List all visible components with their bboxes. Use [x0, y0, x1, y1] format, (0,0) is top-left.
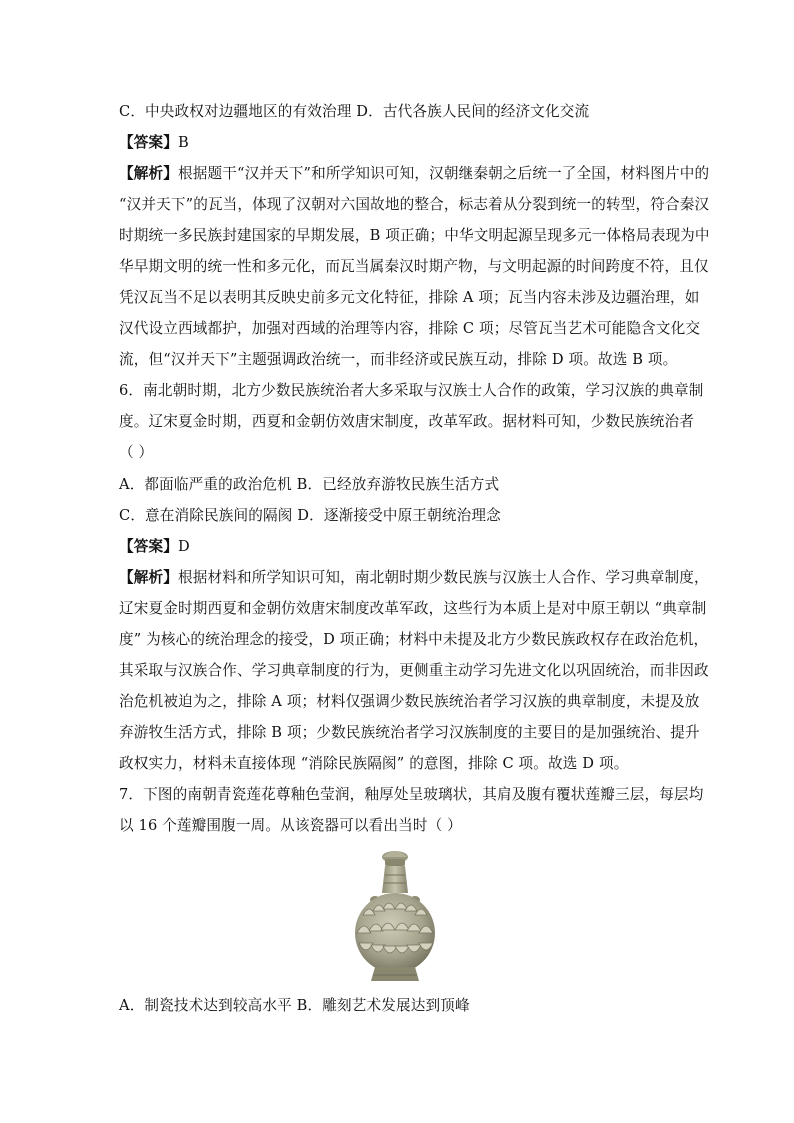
q6-analysis-line: 其采取与汉族合作、学习典章制度的行为，更侧重主动学习先进文化以巩固统治，而非因政: [119, 662, 709, 679]
q5-analysis-line: 流，但“汉并天下”主题强调政治统一，而非经济或民族互动，排除 D 项。故选 B 项。: [119, 351, 678, 368]
q7-stem-line: 以 16 个莲瓣围腹一周。从该瓷器可以看出当时（ ）: [119, 817, 462, 834]
q6-options-ab: A．都面临严重的政治危机 B．已经放弃游牧民族生活方式: [119, 476, 500, 493]
q5-analysis-line: 凭汉瓦当不足以表明其反映史前多元文化特征，排除 A 项；瓦当内容未涉及边疆治理，如: [119, 289, 700, 306]
answer-value: D: [177, 538, 190, 555]
q5-analysis-line: 汉代设立西域都护，加强对西域的治理等内容，排除 C 项；尽管瓦当艺术可能隐含文化交: [119, 320, 701, 337]
q5-analysis-line: 时期统一多民族封建国家的早期发展，B 项正确；中华文明起源呈现多元一体格局表现为中: [119, 227, 710, 244]
q6-options-cd: C．意在消除民族间的隔阂 D．逐渐接受中原王朝统治理念: [119, 507, 501, 524]
analysis-label: 【解析】: [119, 569, 178, 586]
q5-analysis-line: 华早期文明的统一性和多元化，而瓦当属秦汉时期产物，与文明起源的时间跨度不符，且仅: [119, 258, 709, 275]
q6-analysis-line: 政权实力，材料未直接体现 “消除民族隔阂” 的意图，排除 C 项。故选 D 项。: [119, 755, 629, 772]
q7-options-ab: A．制瓷技术达到较高水平 B．雕刻艺术发展达到顶峰: [119, 997, 470, 1014]
answer-label: 【答案】: [119, 134, 178, 151]
answer-label: 【答案】: [119, 538, 178, 555]
q5-answer: [119, 133, 679, 153]
q5-options-cd: C．中央政权对边疆地区的有效治理 D．古代各族人民间的经济文化交流: [119, 103, 590, 120]
q7-stem-line: 7．下图的南朝青瓷莲花尊釉色莹润，釉厚处呈玻璃状，其肩及腹有覆状莲瓣三层，每层均: [119, 786, 704, 803]
answer-value: B: [177, 134, 189, 151]
analysis-text: 根据材料和所学知识可知，南北朝时期少数民族与汉族士人合作、学习典章制度，: [177, 569, 709, 586]
q6-analysis-line: 治危机被迫为之，排除 A 项；材料仅强调少数民族统治者学习汉族的典章制度，未提及放: [119, 693, 700, 710]
q6-stem-line: 6．南北朝时期，北方少数民族统治者大多采取与汉族士人合作的政策，学习汉族的典章制: [119, 382, 704, 399]
q5-analysis-line: “汉并天下”的瓦当，体现了汉朝对六国故地的整合，标志着从分裂到统一的转型，符合秦汉: [119, 196, 710, 213]
q6-analysis-line: 度” 为核心的统治理念的接受，D 项正确；材料中未提及北方少数民族政权存在政治危机，: [119, 631, 709, 648]
analysis-label: 【解析】: [119, 165, 178, 182]
q6-analysis-line: 弃游牧生活方式，排除 B 项；少数民族统治者学习汉族制度的主要目的是加强统治、提升: [119, 724, 700, 741]
analysis-text: 根据题干“汉并天下”和所学知识可知，汉朝继秦朝之后统一了全国，材料图片中的: [177, 165, 710, 182]
q6-analysis-line: [119, 568, 709, 588]
q6-stem-line: （ ）: [119, 444, 154, 461]
q6-answer: [119, 537, 679, 557]
q6-analysis-line: 辽宋夏金时期西夏和金朝仿效唐宋制度改革军政，这些行为本质上是对中原王朝以 “典章制: [119, 600, 707, 617]
q6-stem-line: 度。辽宋夏金时期，西夏和金朝仿效唐宋制度，改革军政。据材料可知，少数民族统治者: [119, 413, 695, 430]
celadon-lotus-vase-image: [345, 845, 445, 985]
q5-analysis-line: [119, 164, 710, 184]
